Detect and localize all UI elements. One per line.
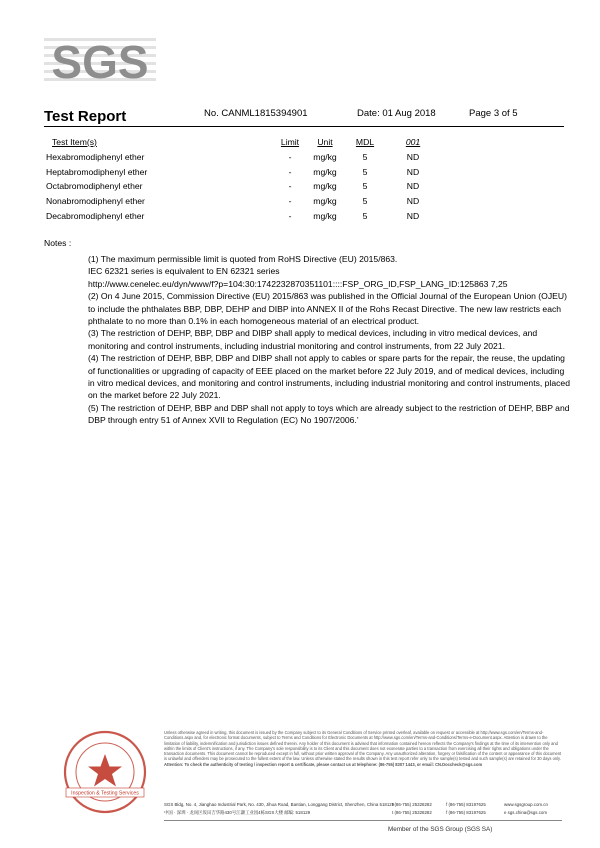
mdl-value: 5 <box>362 196 368 207</box>
table-row <box>44 152 564 167</box>
footer-disclaimer <box>164 730 564 767</box>
table-row <box>44 181 564 196</box>
note-item: (2) On 4 June 2015, Commission Directive (EU) 2015/863 was published in the Official Journal of the European Union (OJEU) to include the phthalates BBP, DBP, DEHP and DIBP into ANNEX II of the Rohs Recast Directive. The new law restricts each phthalate to no more than 0.1% in each homogeneous material of an electrical product. <box>88 291 567 327</box>
results-table <box>44 137 564 226</box>
note-link: http://www.cenelec.eu/dyn/www/f?p=104:30:1742232870351101::::FSP_ORG_ID,FSP_LANG_ID:125863 7,25 <box>88 278 508 289</box>
unit-value: mg/kg <box>313 196 337 207</box>
test-item-name: Nonabromodiphenyl ether <box>46 196 145 207</box>
result-value: ND <box>406 166 420 177</box>
unit-value: mg/kg <box>313 181 337 192</box>
footer-contact <box>164 802 564 818</box>
seal-text: Inspection & Testing Services <box>71 790 139 797</box>
mdl-value: 5 <box>362 210 368 221</box>
notes-list <box>88 253 572 427</box>
table-row <box>44 167 564 182</box>
limit-value: - <box>288 210 292 221</box>
email-link[interactable]: e sgs.china@sgs.com <box>504 810 548 815</box>
column-header-unit: Unit <box>317 137 333 147</box>
fax-cn: f (86-755) 83197625 <box>446 810 486 815</box>
limit-value: - <box>288 181 292 192</box>
mdl-value: 5 <box>362 181 368 192</box>
note-item: (3) The restriction of DEHP, BBP, DBP and DIBP shall apply to medical devices, including in vitro medical devices, and monitoring and control instruments, including industrial monitoring and control instruments, from 22 July 2021. <box>88 328 538 351</box>
test-item-name: Decabromodiphenyl ether <box>46 210 145 221</box>
phone-cn: t (86-755) 25328282 <box>392 810 432 815</box>
footer-divider <box>164 820 562 821</box>
page-title: Test Report <box>44 108 127 125</box>
result-value: ND <box>406 196 420 207</box>
fax-en: f (86-755) 83197625 <box>446 802 486 807</box>
seal-stamp-icon <box>50 728 160 816</box>
table-row <box>44 196 564 211</box>
phone-en: t (86-755) 25328282 <box>392 802 432 807</box>
notes-heading: Notes : <box>44 238 72 248</box>
unit-value: mg/kg <box>313 151 337 162</box>
sgs-logo-mark <box>44 32 156 88</box>
table-header-row <box>44 137 564 152</box>
logo-text: SGS <box>51 36 149 88</box>
unit-value: mg/kg <box>313 166 337 177</box>
limit-value: - <box>288 196 292 207</box>
result-value: ND <box>406 151 420 162</box>
column-header-test-item: Test Item(s) <box>52 137 97 147</box>
note-item: IEC 62321 series is equivalent to EN 62321 series <box>88 266 280 277</box>
address-en: SGS Bldg, No. 4, Jianghao Industrial Park, No. 430, Jihua Road, Bantian, Longgang District, Shenzhen, China 518129 <box>164 802 395 807</box>
unit-value: mg/kg <box>313 210 337 221</box>
address-cn: 中国 · 深圳 · 龙岗区坂田吉华路430号江灏工业园4栋SGS大楼 邮编: 518129 <box>164 810 311 815</box>
contact-row-en <box>164 802 564 810</box>
disclaimer-text: Unless otherwise agreed in writing, this document is issued by the Company subject to its General Conditions of Service printed overleaf, available on request or accessible at http://www.sgs.com/en/Terms-and-Conditions.aspx and, for electronic format documents, subject to Terms and Conditions for Electronic Documents at http://www.sgs.com/en/Terms-and-Conditions/Terms-e-Document.aspx. Attention is drawn to the limitation of liability, indemnification and jurisdiction issues defined therein. Any holder of this document is advised that information contained hereon reflects the Company's findings at the time of its intervention only and within the limits of Client's instructions, if any. The Company's sole responsibility is to its Client and this document does not exonerate parties to a transaction from exercising all their rights and obligations under the transaction documents. This document cannot be reproduced except in full, without prior written approval of the Company. Any unauthorized alteration, forgery or falsification of the content or appearance of this document is unlawful and offenders may be prosecuted to the fullest extent of the law. Unless otherwise stated the results shown in this test report refer only to the sample(s) tested and such sample(s) are retained for 30 days only. <box>164 730 562 762</box>
column-header-limit: Limit <box>280 137 300 147</box>
note-item: (1) The maximum permissible limit is quoted from RoHS Directive (EU) 2015/863. <box>88 254 398 264</box>
note-item: (4) The restriction of DEHP, BBP, DBP and DIBP shall not apply to cables or spare parts for the repair, the reuse, the updating of functionalities or upgrading of capacity of EEE placed on the market before 22 July 2019, and of medical devices, including in vitro medical devices, and monitoring and control instruments, including industrial monitoring and control instruments, placed on the market before 22 July 2021. <box>88 353 570 401</box>
limit-value: - <box>288 151 292 162</box>
column-header-mdl: MDL <box>355 137 375 147</box>
test-item-name: Hexabromodiphenyl ether <box>46 151 145 162</box>
test-item-name: Octabromodiphenyl ether <box>46 181 143 192</box>
mdl-value: 5 <box>362 166 368 177</box>
report-header <box>44 108 564 127</box>
website-link[interactable]: www.sgsgroup.com.cn <box>504 802 548 807</box>
table-row <box>44 211 564 226</box>
test-item-name: Heptabromodiphenyl ether <box>46 166 148 177</box>
column-header-sample-001: 001 <box>405 137 421 147</box>
result-value: ND <box>406 181 420 192</box>
limit-value: - <box>288 166 292 177</box>
inspection-seal <box>50 728 160 816</box>
contact-row-cn <box>164 810 564 818</box>
authenticity-notice: Attention: To check the authenticity of testing / inspection report & certificate, please contact us at telephone: (86-755) 8307 1443, or email: CN.Doccheck@sgs.com <box>164 761 483 767</box>
note-item: (5) The restriction of DEHP, BBP and DBP shall not apply to toys which are already subject to the restriction of DEHP, BBP and DBP through entry 51 of Annex XVII to Regulation (EC) No 1907/2006.’ <box>88 402 570 426</box>
report-number: No. CANML1815394901 <box>204 108 308 119</box>
sgs-logo <box>44 32 156 88</box>
page-number: Page 3 of 5 <box>469 108 518 119</box>
result-value: ND <box>406 210 420 221</box>
report-date: Date: 01 Aug 2018 <box>357 108 436 119</box>
mdl-value: 5 <box>362 151 368 162</box>
group-membership: Member of the SGS Group (SGS SA) <box>388 826 493 833</box>
